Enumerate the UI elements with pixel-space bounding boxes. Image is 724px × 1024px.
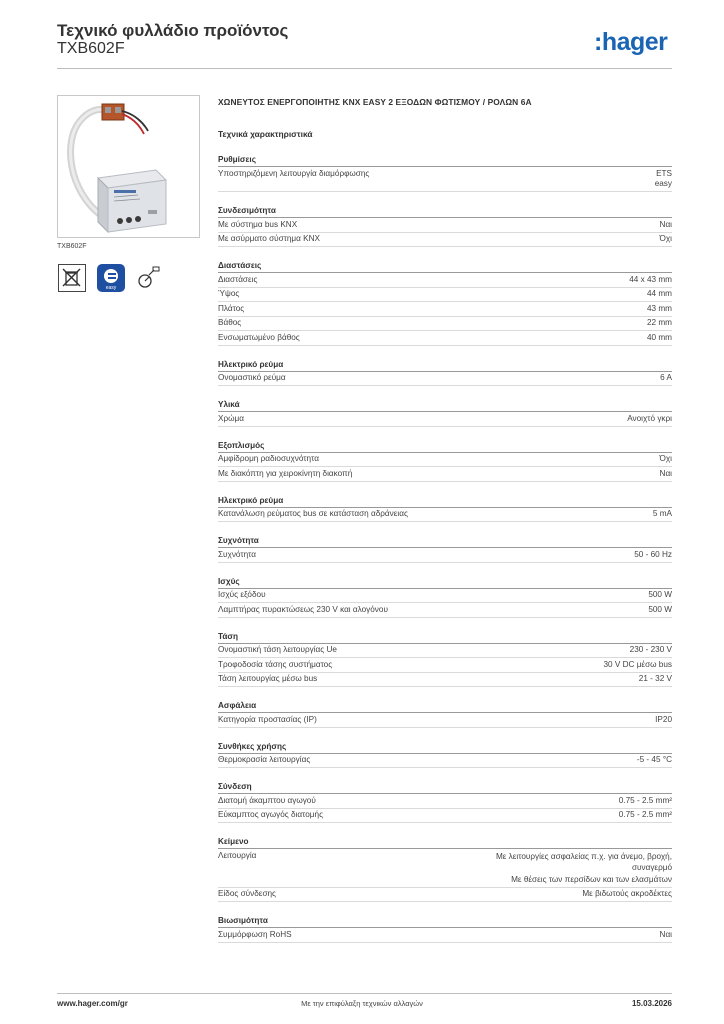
spec-label: Με διακόπτη για χειροκίνητη διακοπή	[218, 468, 353, 478]
footer-divider	[57, 993, 672, 994]
spec-section-dimensions	[218, 260, 672, 346]
spec-label: Λειτουργία	[218, 850, 257, 860]
section-title: Ισχύς	[218, 576, 672, 589]
spec-label: Τάση λειτουργίας μέσω bus	[218, 674, 318, 683]
spec-section-connectivity	[218, 205, 672, 247]
footer-date: 15.03.2026	[631, 999, 672, 1008]
spec-row	[218, 713, 672, 728]
section-title: Συνδεσιμότητα	[218, 205, 672, 218]
spec-label: Ενσωματωμένο βάθος	[218, 332, 300, 342]
header-divider	[57, 68, 672, 69]
section-title: Κείμενο	[218, 836, 672, 849]
spec-label: Βάθος	[218, 318, 242, 327]
spec-value: 500 W	[648, 590, 672, 599]
spec-label: Εύκαμπτος αγωγός διατομής	[218, 810, 324, 819]
spec-row	[218, 233, 672, 248]
spec-row	[218, 548, 672, 563]
spec-row	[218, 288, 672, 303]
spec-row	[218, 331, 672, 346]
spec-label: Με σύστημα bus KNX	[218, 219, 298, 229]
product-image	[57, 95, 200, 238]
spec-value: Ναι	[659, 929, 672, 939]
spec-value: Ναι	[659, 468, 672, 478]
section-title: Υλικά	[218, 399, 672, 412]
spec-value	[496, 851, 672, 886]
spec-table	[218, 154, 672, 956]
spec-row	[218, 888, 672, 903]
spec-row	[218, 673, 672, 688]
spec-value: 43 mm	[646, 303, 672, 313]
footer-note: Με την επιφύλαξη τεχνικών αλλαγών	[301, 999, 423, 1008]
spec-value: 22 mm	[646, 318, 672, 327]
spec-value: 44 mm	[646, 289, 672, 298]
spec-value: 44 x 43 mm	[629, 274, 672, 284]
spec-value: IP20	[655, 714, 672, 724]
spec-row	[218, 273, 672, 288]
spec-row	[218, 372, 672, 387]
appliance-icon	[134, 264, 162, 292]
spec-row	[218, 508, 672, 523]
spec-section-settings	[218, 154, 672, 192]
spec-label: Τροφοδοσία τάσης συστήματος	[218, 659, 333, 669]
section-title: Διαστάσεις	[218, 260, 672, 273]
spec-value: -5 - 45 °C	[636, 755, 672, 764]
section-title: Βιωσιμότητα	[218, 915, 672, 928]
image-caption: TXB602F	[57, 243, 87, 250]
spec-label: Διατομή άκαμπτου αγωγού	[218, 795, 316, 805]
spec-row	[218, 302, 672, 317]
spec-value-line: Με λειτουργίες ασφαλείας π.χ. για άνεμο, βροχή,	[495, 851, 672, 861]
hager-logo: :hager	[594, 28, 668, 56]
spec-value-line: ETS	[656, 168, 672, 178]
spec-value: 21 - 32 V	[638, 674, 672, 683]
section-title: Εξοπλισμός	[218, 440, 672, 453]
spec-section-connection	[218, 781, 672, 823]
product-code: TXB602F	[57, 40, 125, 57]
spec-row	[218, 928, 672, 943]
spec-label: Χρώμα	[218, 413, 244, 423]
weee-icon	[58, 264, 86, 292]
spec-value: 40 mm	[646, 332, 672, 342]
spec-section-text	[218, 836, 672, 902]
spec-value: 500 W	[648, 604, 672, 614]
spec-row	[218, 589, 672, 604]
spec-label: Ύψος	[218, 289, 240, 298]
section-title: Συνθήκες χρήσης	[218, 741, 672, 754]
spec-value-line: Με θέσεις των περσίδων και των ελασμάτων	[511, 874, 672, 884]
spec-section-current	[218, 359, 672, 387]
spec-row	[218, 453, 672, 468]
easy-logo-icon	[97, 264, 125, 292]
spec-row	[218, 849, 672, 888]
spec-section-voltage	[218, 631, 672, 688]
spec-label: Λαμπτήρας πυρακτώσεως 230 V και αλογόνου	[218, 604, 388, 614]
section-title: Σύνδεση	[218, 781, 672, 794]
product-title: ΧΩΝΕΥΤΟΣ ΕΝΕΡΓΟΠΟΙΗΤΗΣ KNX EASY 2 ΕΞΟΔΩΝ ΦΩΤΙΣΜΟΥ / ΡΟΛΩΝ 6A	[218, 97, 532, 107]
spec-row	[218, 467, 672, 482]
actuator-illustration	[58, 96, 199, 237]
section-title: Συχνότητα	[218, 535, 672, 548]
spec-row	[218, 794, 672, 809]
document-title: Τεχνικό φυλλάδιο προϊόντος	[57, 21, 289, 40]
spec-value: Ανοιχτό γκρι	[627, 413, 672, 423]
spec-value: 0.75 - 2.5 mm²	[618, 810, 672, 819]
spec-value: 5 mA	[652, 509, 672, 518]
section-title: Ασφάλεια	[218, 700, 672, 713]
spec-section-frequency	[218, 535, 672, 563]
spec-row	[218, 412, 672, 427]
spec-section-conditions	[218, 741, 672, 769]
spec-section-bus-current	[218, 495, 672, 523]
spec-label: Υποστηριζόμενη λειτουργία διαμόρφωσης	[218, 168, 370, 178]
footer-website-link[interactable]: www.hager.com/gr	[57, 999, 128, 1008]
spec-label: Θερμοκρασία λειτουργίας	[218, 755, 311, 764]
spec-value: 50 - 60 Hz	[634, 549, 672, 559]
section-title: Ρυθμίσεις	[218, 154, 672, 167]
spec-row	[218, 658, 672, 673]
spec-row	[218, 754, 672, 769]
spec-label: Πλάτος	[218, 303, 245, 313]
spec-section-safety	[218, 700, 672, 728]
spec-label: Ισχύς εξόδου	[218, 590, 266, 599]
spec-section-sustainability	[218, 915, 672, 943]
spec-row	[218, 809, 672, 824]
spec-label: Συμμόρφωση RoHS	[218, 929, 292, 939]
section-title: Ηλεκτρικό ρεύμα	[218, 495, 672, 508]
spec-value: Όχι	[659, 234, 672, 243]
spec-value	[655, 169, 672, 190]
spec-row	[218, 603, 672, 618]
spec-value: 6 A	[660, 373, 672, 382]
spec-label: Διαστάσεις	[218, 274, 258, 284]
spec-value: 30 V DC μέσω bus	[603, 659, 672, 669]
spec-label: Με ασύρματο σύστημα KNX	[218, 234, 320, 243]
spec-section-materials	[218, 399, 672, 427]
spec-value-line: συναγερμό	[631, 863, 672, 872]
spec-value: Όχι	[659, 454, 672, 463]
section-title: Τάση	[218, 631, 672, 644]
spec-label: Αμφίδρομη ραδιοσυχνότητα	[218, 454, 319, 463]
section-title: Ηλεκτρικό ρεύμα	[218, 359, 672, 372]
spec-label: Κατανάλωση ρεύματος bus σε κατάσταση αδράνειας	[218, 509, 408, 518]
spec-value: Με βιδωτούς ακροδέκτες	[582, 889, 672, 898]
spec-row	[218, 167, 672, 192]
spec-label: Ονομαστικό ρεύμα	[218, 373, 286, 382]
spec-label: Συχνότητα	[218, 549, 257, 559]
spec-label: Είδος σύνδεσης	[218, 889, 276, 898]
spec-row	[218, 644, 672, 659]
spec-label: Ονομαστική τάση λειτουργίας Ue	[218, 645, 337, 654]
spec-value: Ναι	[659, 219, 672, 229]
spec-section-power	[218, 576, 672, 618]
spec-label: Κατηγορία προστασίας (IP)	[218, 714, 317, 724]
spec-value: 0.75 - 2.5 mm²	[618, 795, 672, 805]
spec-section-equipment	[218, 440, 672, 482]
features-heading: Τεχνικά χαρακτηριστικά	[218, 129, 313, 139]
spec-value: 230 - 230 V	[629, 645, 672, 654]
easy-label: easy	[105, 285, 117, 291]
spec-row	[218, 317, 672, 332]
spec-value-line: easy	[654, 179, 672, 188]
spec-row	[218, 218, 672, 233]
